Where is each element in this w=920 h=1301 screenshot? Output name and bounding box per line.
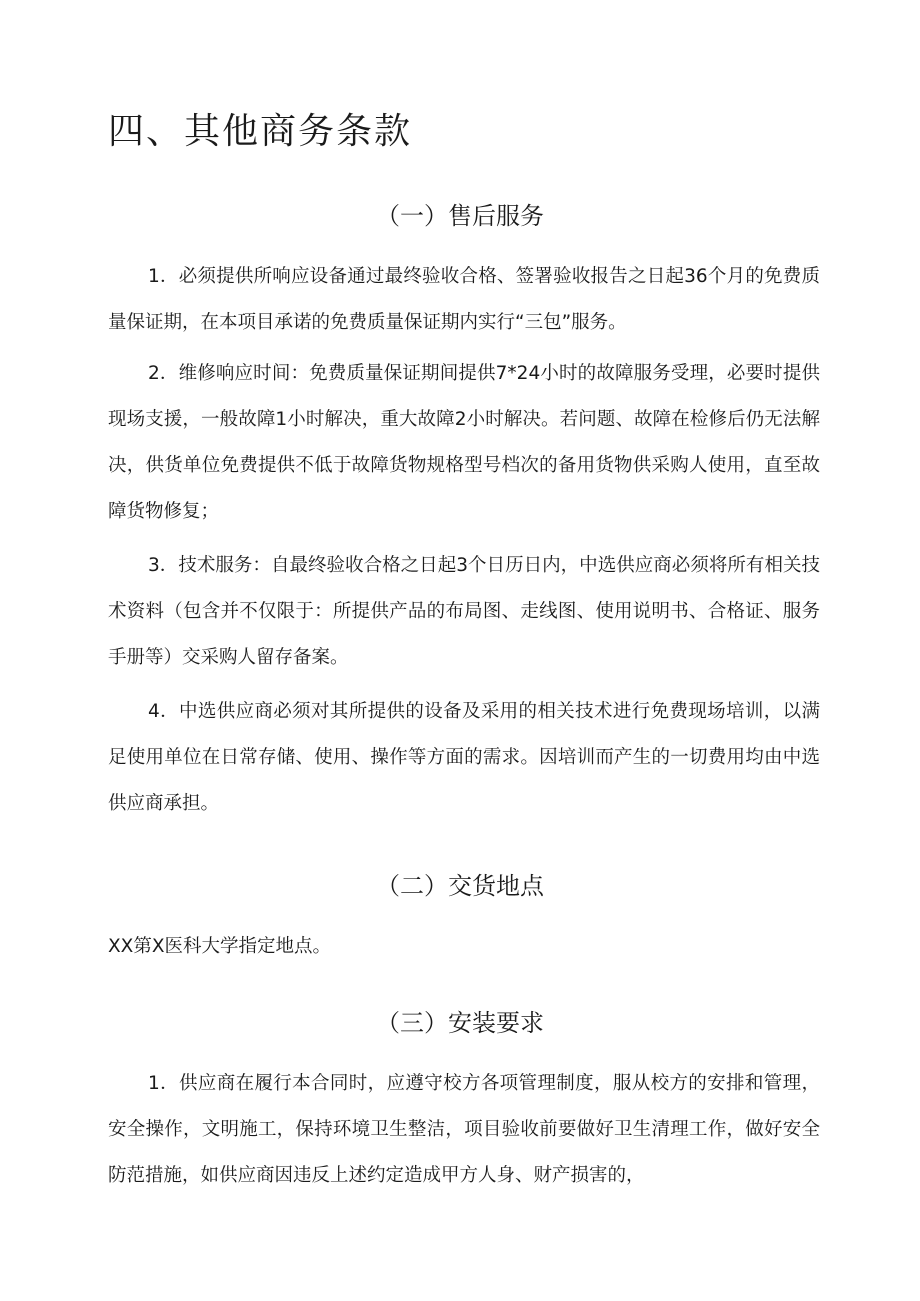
paragraph-technical-service: 3．技术服务：自最终验收合格之日起3个日历日内，中选供应商必须将所有相关技术资料（包含并不仅限于：所提供产品的布局图、走线图、使用说明书、合格证、服务手册等）交采购人留存备案。 <box>108 555 820 668</box>
section-heading-after-sales: （一）售后服务 <box>376 202 544 230</box>
section-heading-delivery-location: （二）交货地点 <box>376 872 544 900</box>
paragraph-warranty: 1．必须提供所响应设备通过最终验收合格、签署验收报告之日起36个月的免费质量保证期，在本项目承诺的免费质量保证期内实行“三包”服务。 <box>108 266 820 333</box>
section-heading-installation: （三）安装要求 <box>376 1009 544 1037</box>
paragraph-repair-response: 2．维修响应时间：免费质量保证期间提供7*24小时的故障服务受理，必要时提供现场支援，一般故障1小时解决，重大故障2小时解决。若问题、故障在检修后仍无法解决，供货单位免费提供不低于故障货物规格型号档次的备用货物供采购人使用，直至故障货物修复； <box>108 363 820 522</box>
paragraph-installation-rules: 1．供应商在履行本合同时，应遵守校方各项管理制度，服从校方的安排和管理，安全操作，文明施工，保持环境卫生整洁，项目验收前要做好卫生清理工作，做好安全防范措施，如供应商因违反上述约定造成甲方人身、财产损害的， <box>108 1073 820 1186</box>
page-title: 四、其他商务条款 <box>108 111 413 152</box>
paragraph-delivery-location: XX第X医科大学指定地点。 <box>108 936 332 957</box>
paragraph-training: 4．中选供应商必须对其所提供的设备及采用的相关技术进行免费现场培训，以满足使用单位在日常存储、使用、操作等方面的需求。因培训而产生的一切费用均由中选供应商承担。 <box>108 701 820 814</box>
